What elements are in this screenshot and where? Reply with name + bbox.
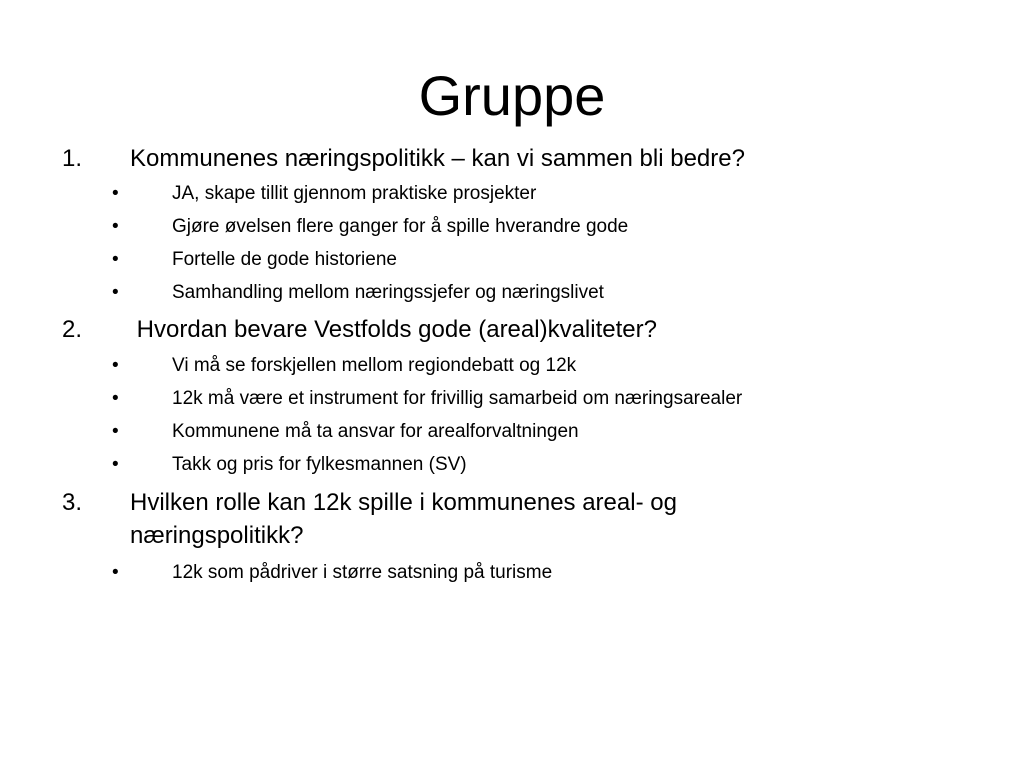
bullet-icon: •: [112, 562, 119, 583]
bullet-icon: •: [112, 388, 119, 409]
bullet-icon: •: [112, 216, 119, 237]
sub-bullet-text: Takk og pris for fylkesmannen (SV): [172, 454, 467, 475]
sub-bullet-text: Vi må se forskjellen mellom regiondebatt og 12k: [172, 355, 577, 376]
sub-bullet-text: Kommunene må ta ansvar for arealforvaltningen: [172, 421, 579, 442]
bullet-icon: •: [112, 249, 119, 270]
sub-bullet-text: 12k må være et instrument for frivillig samarbeid om næringsarealer: [172, 388, 743, 409]
list-number: 1.: [62, 145, 83, 172]
bullet-icon: •: [112, 355, 119, 376]
sub-bullet-text: Samhandling mellom næringssjefer og næringslivet: [172, 282, 604, 303]
list-item-text: Hvordan bevare Vestfolds gode (areal)kvaliteter?: [130, 316, 657, 343]
sub-bullet-text: Gjøre øvelsen flere ganger for å spille hverandre gode: [172, 216, 629, 237]
sub-bullet-text: JA, skape tillit gjennom praktiske prosjekter: [172, 183, 537, 204]
bullet-icon: •: [112, 454, 119, 475]
list-number: 3.: [62, 489, 83, 516]
slide-title: Gruppe: [418, 64, 606, 127]
bullet-icon: •: [112, 421, 119, 442]
list-item-text: Hvilken rolle kan 12k spille i kommunenes areal- og: [130, 489, 677, 516]
list-item-text: Kommunenes næringspolitikk – kan vi sammen bli bedre?: [130, 145, 745, 172]
sub-bullet-text: Fortelle de gode historiene: [172, 249, 397, 270]
sub-bullet-text: 12k som pådriver i større satsning på turisme: [172, 562, 553, 583]
list-item-text: næringspolitikk?: [130, 522, 304, 549]
bullet-icon: •: [112, 183, 119, 204]
list-number: 2.: [62, 316, 83, 343]
bullet-icon: •: [112, 282, 119, 303]
